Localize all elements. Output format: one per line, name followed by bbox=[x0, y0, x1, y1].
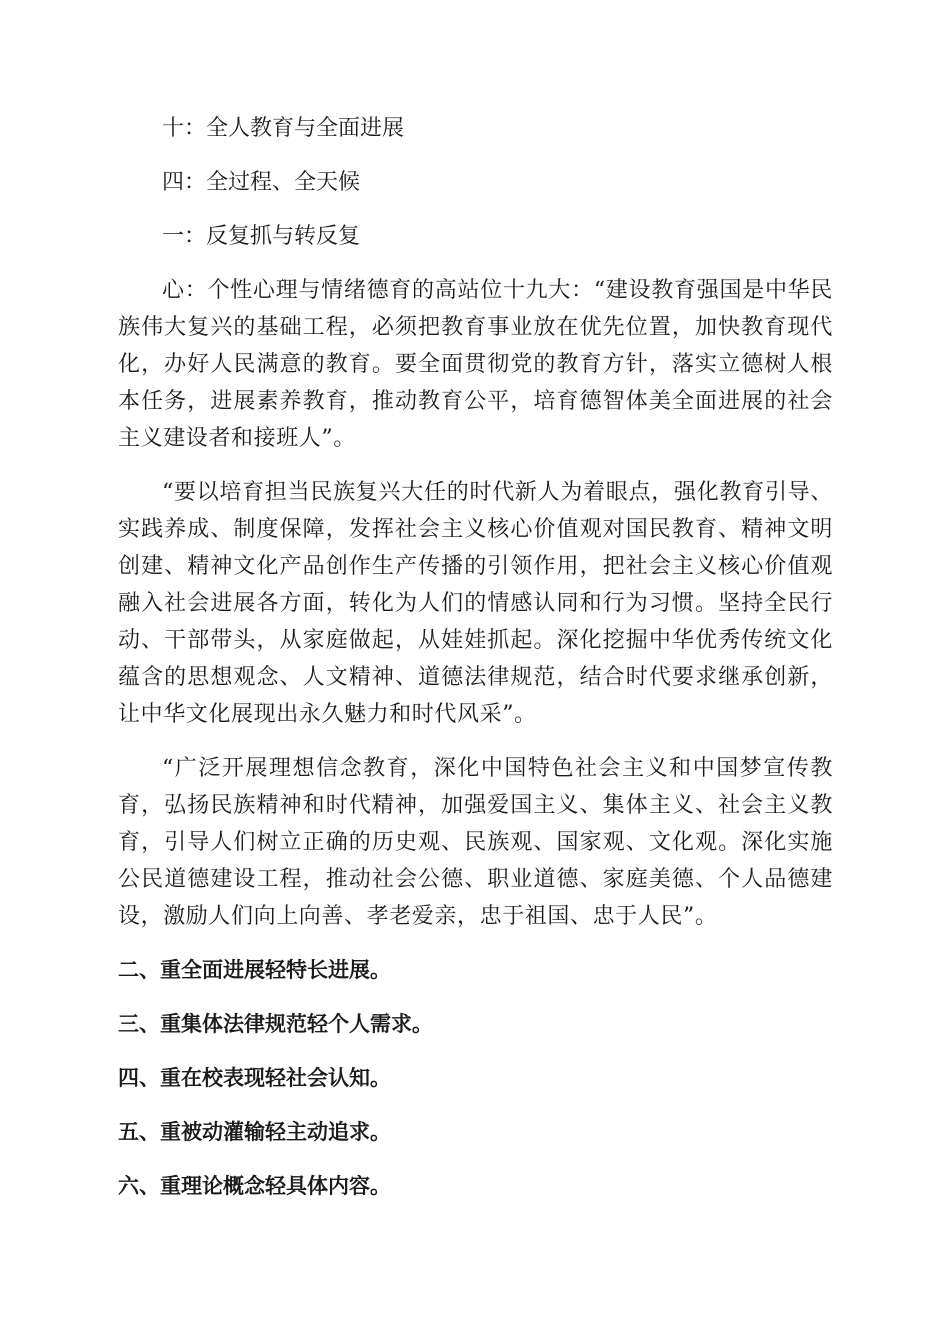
section-heading: 三、重集体法律规范轻个人需求。 bbox=[118, 1012, 433, 1036]
body-paragraph: “要以培育担当民族复兴大任的时代新人为着眼点，强化教育引导、实践养成、制度保障，发挥社会主义核心价值观对国民教育、精神文明创建、精神文化产品创作生产传播的引领作用，把社会主义核心价值观融入社会进展各方面，转化为人们的情感认同和行为习惯。坚持全民行动、干部带头，从家庭做起，从娃娃抓起。深化挖掘中华优秀传统文化蕴含的思想观念、人文精神、道德法律规范，结合时代要求继承创新，让中华文化展现出永久魅力和时代风采”。 bbox=[118, 480, 833, 727]
section-heading: 六、重理论概念轻具体内容。 bbox=[118, 1174, 391, 1198]
outline-line: 一：反复抓与转反复 bbox=[162, 224, 361, 249]
body-paragraph: 心：个性心理与情绪德育的高站位十九大：“建设教育强国是中华民族伟大复兴的基础工程，必须把教育事业放在优先位置，加快教育现代化，办好人民满意的教育。要全面贯彻党的教育方针，落实立德树人根本任务，进展素养教育，推动教育公平，培育德智体美全面进展的社会主义建设者和接班人”。 bbox=[118, 278, 833, 451]
outline-line: 十：全人教育与全面进展 bbox=[162, 116, 405, 141]
body-paragraph: “广泛开展理想信念教育，深化中国特色社会主义和中国梦宣传教育，弘扬民族精神和时代精神，加强爱国主义、集体主义、社会主义教育，引导人们树立正确的历史观、民族观、国家观、文化观。深化实施公民道德建设工程，推动社会公德、职业道德、家庭美德、个人品德建设，激励人们向上向善、孝老爱亲，忠于祖国、忠于人民”。 bbox=[118, 756, 833, 929]
document-body bbox=[118, 110, 833, 1222]
outline-line: 四：全过程、全天候 bbox=[162, 170, 361, 195]
section-heading: 五、重被动灌输轻主动追求。 bbox=[118, 1120, 391, 1144]
section-heading: 二、重全面进展轻特长进展。 bbox=[118, 958, 391, 982]
section-heading: 四、重在校表现轻社会认知。 bbox=[118, 1066, 391, 1090]
